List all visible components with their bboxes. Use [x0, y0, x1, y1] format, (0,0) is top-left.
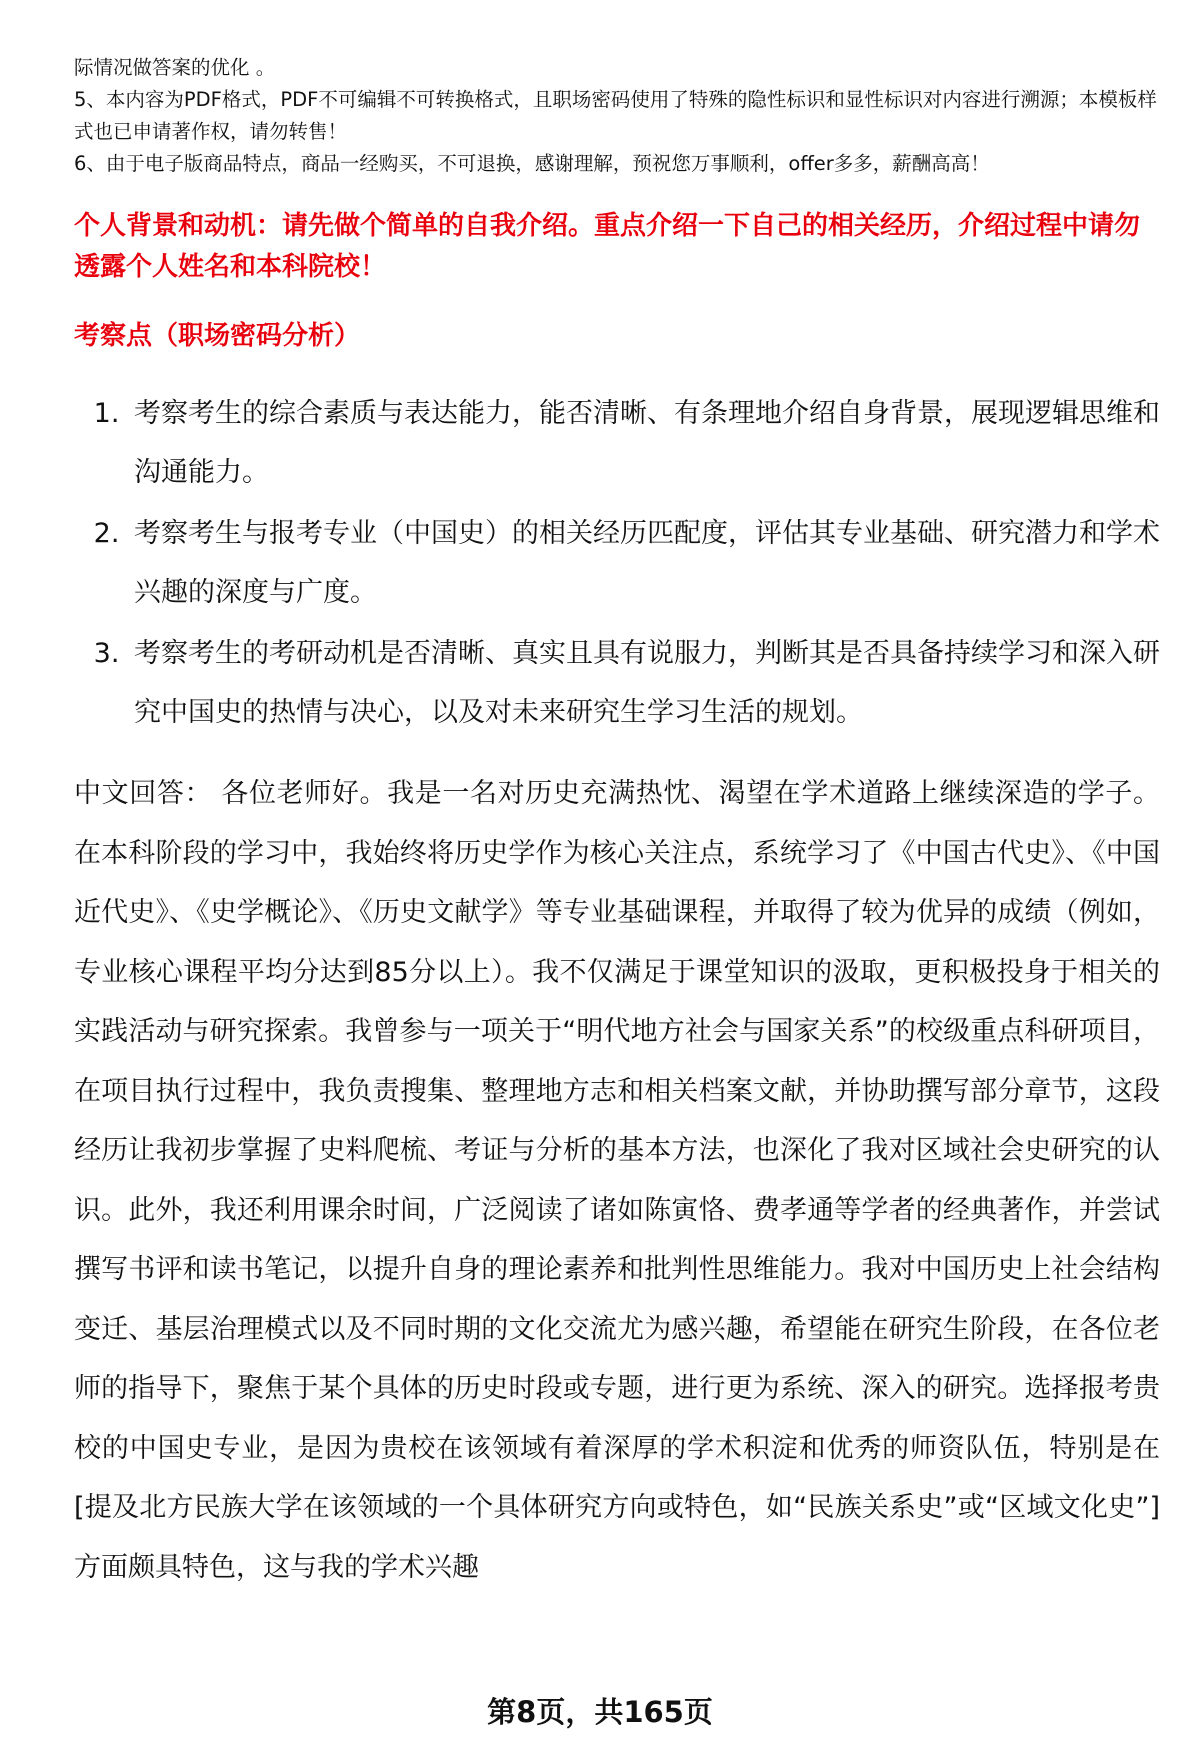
list-item: 2. 考察考生与报考专业（中国史）的相关经历匹配度，评估其专业基础、研究潜力和学术兴趣的深度与广度。 [128, 504, 1160, 622]
question-heading: 个人背景和动机：请先做个简单的自我介绍。重点介绍一下自己的相关经历，介绍过程中请勿透露个人姓名和本科院校！ [74, 211, 1141, 282]
list-item: 1. 考察考生的综合素质与表达能力，能否清晰、有条理地介绍自身背景，展现逻辑思维和沟通能力。 [128, 384, 1160, 502]
section-title: 考察点（职场密码分析） [74, 321, 361, 351]
document-page [74, 0, 1160, 1597]
answer-paragraph: 中文回答： 各位老师好。我是一名对历史充满热忱、渴望在学术道路上继续深造的学子。在本科阶段的学习中，我始终将历史学作为核心关注点，系统学习了《中国古代史》、《中国近代史》、《史学概论》、《历史文献学》等专业基础课程，并取得了较为优异的成绩（例如，专业核心课程平均分达到85分以上）。我不仅满足于课堂知识的汲取，更积极投身于相关的实践活动与研究探索。我曾参与一项关于“明代地方社会与国家关系”的校级重点科研项目，在项目执行过程中，我负责搜集、整理地方志和相关档案文献，并协助撰写部分章节，这段经历让我初步掌握了史料爬梳、考证与分析的基本方法，也深化了我对区域社会史研究的认识。此外，我还利用课余时间，广泛阅读了诸如陈寅恪、费孝通等学者的经典著作，并尝试撰写书评和读书笔记，以提升自身的理论素养和批判性思维能力。我对中国历史上社会结构变迁、基层治理模式以及不同时期的文化交流尤为感兴趣，希望能在研究生阶段，在各位老师的指导下，聚焦于某个具体的历史时段或专题，进行更为系统、深入的研究。选择报考贵校的中国史专业，是因为贵校在该领域有着深厚的学术积淀和优秀的师资队伍，特别是在[提及北方民族大学在该领域的一个具体研究方向或特色，如“民族关系史”或“区域文化史”]方面颇具特色，这与我的学术兴趣 [74, 778, 1160, 1583]
points-list [74, 384, 1160, 742]
list-item: 3. 考察考生的考研动机是否清晰、真实且具有说服力，判断其是否具备持续学习和深入研究中国史的热情与决心，以及对未来研究生学习生活的规划。 [128, 624, 1160, 742]
note-line: 际情况做答案的优化 。 [74, 56, 276, 79]
note-line: 6、由于电子版商品特点，商品一经购买，不可退换，感谢理解，预祝您万事顺利，offer多多，薪酬高高！ [74, 152, 990, 175]
page-number: 第8页，共165页 [487, 1695, 713, 1729]
notes-block [74, 52, 1160, 180]
note-line: 5、本内容为PDF格式，PDF不可编辑不可转换格式，且职场密码使用了特殊的隐性标识和显性标识对内容进行溯源；本模板样式也已申请著作权，请勿转售！ [74, 88, 1157, 143]
